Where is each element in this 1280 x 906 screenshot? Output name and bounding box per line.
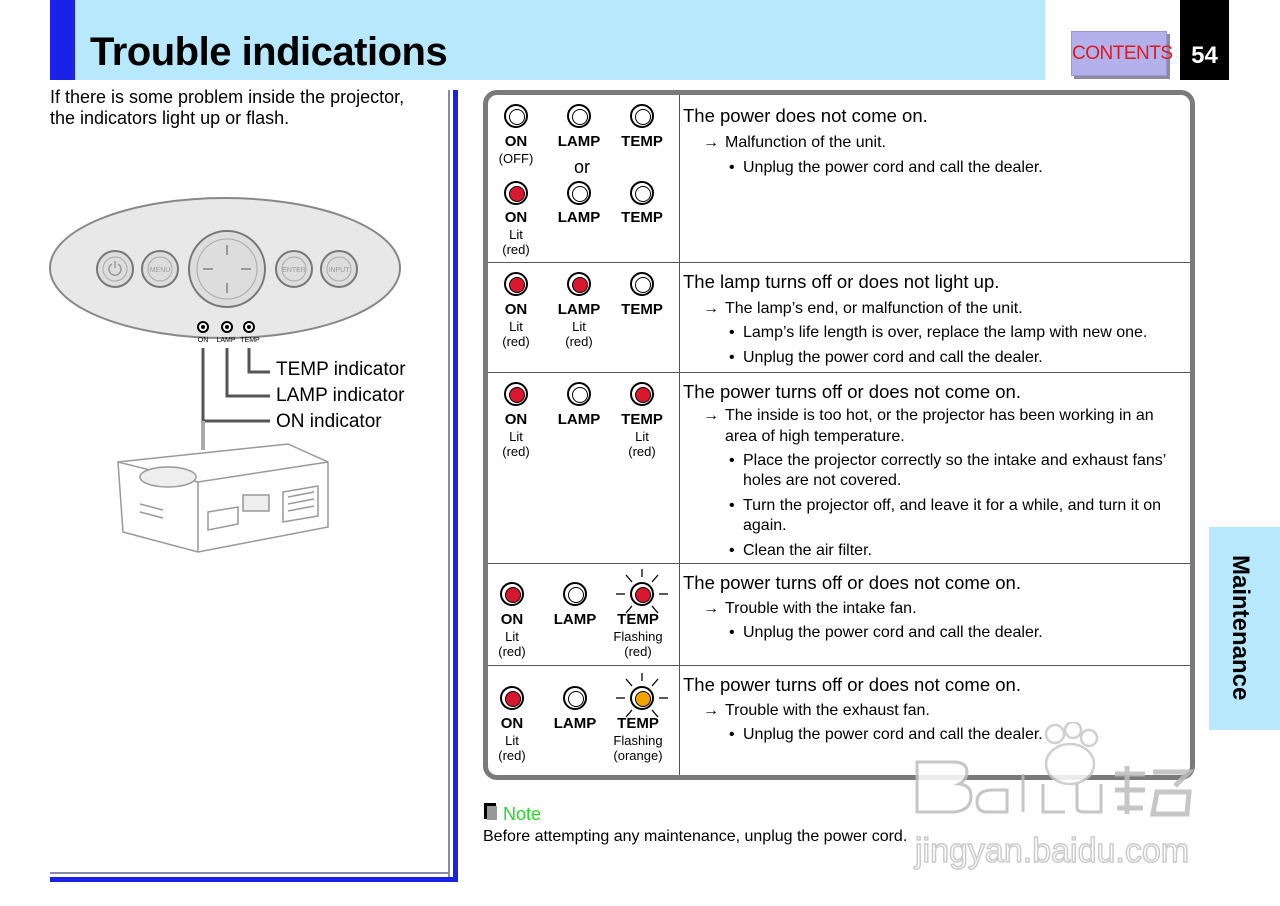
lamp-indicator-off-icon [563,582,587,606]
mini-lamp-label: LAMP [216,337,236,344]
remedy-bullet: • Turn the projector off, and leave it for a while, and turn it on again. [729,497,1162,534]
temp-label: TEMP [621,301,663,318]
indicator-cell [488,666,679,780]
lamp-indicator-off-icon [563,686,587,710]
temp-color-label: (red) [624,644,652,659]
baidu-watermark-icon [905,722,1215,872]
on-indicator-off-icon [504,104,528,128]
column-divider-accent [453,90,458,880]
on-state-label: Lit [505,629,519,644]
contents-button-label: CONTENTS [1072,43,1173,64]
on-label: ON [504,133,528,150]
on-label: ON [500,715,524,732]
remedy-bullet: • Clean the air filter. [729,542,872,559]
lamp-label: LAMP [557,133,601,150]
on-state-label: Lit [505,733,519,748]
on-indicator-lit-icon [504,181,528,205]
remedy-bullet: • Unplug the power cord and call the dealer. [729,726,1043,743]
problem-title: The power turns off or does not come on. [683,381,1021,402]
lamp-label: LAMP [553,611,597,628]
temp-state-label: Flashing [613,733,663,748]
problem-title: The lamp turns off or does not light up. [683,271,1000,292]
mini-on-label: ON [197,337,209,344]
temp-indicator-off-icon [630,272,654,296]
input-button-label: INPUT [328,267,350,274]
on-color-label: (red) [502,444,530,459]
lamp-label: LAMP [557,411,601,428]
on-state-label: Lit [509,429,523,444]
table-row [488,95,1190,263]
on-label: ON [504,301,528,318]
on-color-label: (red) [498,748,526,763]
temp-color-label: (orange) [613,748,663,763]
lamp-indicator-callout: LAMP indicator [276,385,405,406]
lamp-indicator-off-icon [567,181,591,205]
lamp-label: LAMP [557,301,601,318]
temp-color-label: (red) [628,444,656,459]
trouble-table [483,90,1195,780]
column-divider [448,90,450,880]
temp-state-label: Lit [635,429,649,444]
remedy-bullet: • Unplug the power cord and call the dealer. [729,349,1043,366]
enter-button-label: ENTER [282,267,306,274]
description-cell [683,564,1184,665]
lamp-label: LAMP [553,715,597,732]
temp-label: TEMP [621,133,663,150]
on-state-label: Lit [509,319,523,334]
table-row [488,564,1190,666]
indicator-cell [488,564,679,665]
or-label: or [574,157,591,177]
description-cell [683,95,1184,262]
temp-indicator-flashing-icon [630,582,654,606]
on-indicator-callout: ON indicator [276,411,382,432]
contents-button[interactable] [1071,31,1173,76]
indicator-cell [488,263,679,372]
mini-temp-label: TEMP [240,337,260,344]
lamp-color-label: (red) [565,334,593,349]
on-state-label: Lit [509,227,523,242]
page-number-box [1180,0,1229,80]
header-accent [50,0,75,80]
table-row [488,263,1190,373]
temp-indicator-off-icon [630,181,654,205]
lamp-indicator-off-icon [567,382,591,406]
temp-label: TEMP [617,611,659,628]
problem-title: The power turns off or does not come on. [683,572,1021,593]
description-cell [683,263,1184,372]
bottom-rule [50,872,450,874]
indicator-cell [488,95,679,262]
cause-text: → Trouble with the intake fan. [703,600,917,617]
menu-button-label: MENU [149,267,171,274]
cause-text: → The inside is too hot, or the projector has been working in an area of high temperature. [703,407,1154,445]
on-color-label: (red) [502,242,530,257]
on-label: ON [500,611,524,628]
indicator-cell [488,373,679,563]
cause-text: → Trouble with the exhaust fan. [703,702,930,719]
on-indicator-lit-icon [500,582,524,606]
lamp-indicator-off-icon [567,104,591,128]
temp-indicator-off-icon [630,104,654,128]
temp-indicator-lit-icon [630,382,654,406]
watermark-url: jingyan.baidu.com [915,832,1190,870]
temp-label: TEMP [617,715,659,732]
temp-state-label: Flashing [613,629,663,644]
note-label: Note [503,804,542,824]
power-button-icon [97,251,133,287]
maintenance-tab[interactable] [1209,527,1280,730]
table-row [488,373,1190,564]
bottom-rule-accent [50,877,458,882]
remedy-bullet: • Place the projector correctly so the intake and exhaust fans’ holes are not covered. [729,452,1166,489]
cause-text: → Malfunction of the unit. [703,134,886,151]
remedy-bullet: • Unplug the power cord and call the dealer. [729,159,1043,176]
temp-indicator-flashing-orange-icon [630,686,654,710]
on-color-label: (red) [498,644,526,659]
on-indicator-lit-icon [504,272,528,296]
problem-title: The power does not come on. [683,105,928,126]
on-indicator-lit-icon [504,382,528,406]
on-state-label: (OFF) [498,151,534,166]
on-label: ON [504,411,528,428]
page-title: Trouble indications [90,30,448,74]
description-cell [683,373,1184,563]
on-indicator-lit-icon [500,686,524,710]
temp-indicator-callout: TEMP indicator [276,359,406,380]
lamp-label: LAMP [557,209,601,226]
intro-text: If there is some problem inside the projector, the indicators light up or flash. [50,87,405,128]
on-label: ON [504,209,528,226]
remedy-bullet: • Unplug the power cord and call the dealer. [729,624,1043,641]
problem-title: The power turns off or does not come on. [683,674,1021,695]
page-number: 54 [1191,42,1218,69]
temp-label: TEMP [621,411,663,428]
temp-label: TEMP [621,209,663,226]
maintenance-tab-label: Maintenance [1227,555,1254,701]
lamp-indicator-lit-icon [567,272,591,296]
lamp-state-label: Lit [572,319,586,334]
remedy-bullet: • Lamp’s life length is over, replace the lamp with new one. [729,324,1148,341]
cause-text: → The lamp’s end, or malfunction of the unit. [703,300,1023,317]
on-color-label: (red) [502,334,530,349]
note-icon [484,803,498,820]
note-text: Before attempting any maintenance, unplug the power cord. [483,828,908,845]
